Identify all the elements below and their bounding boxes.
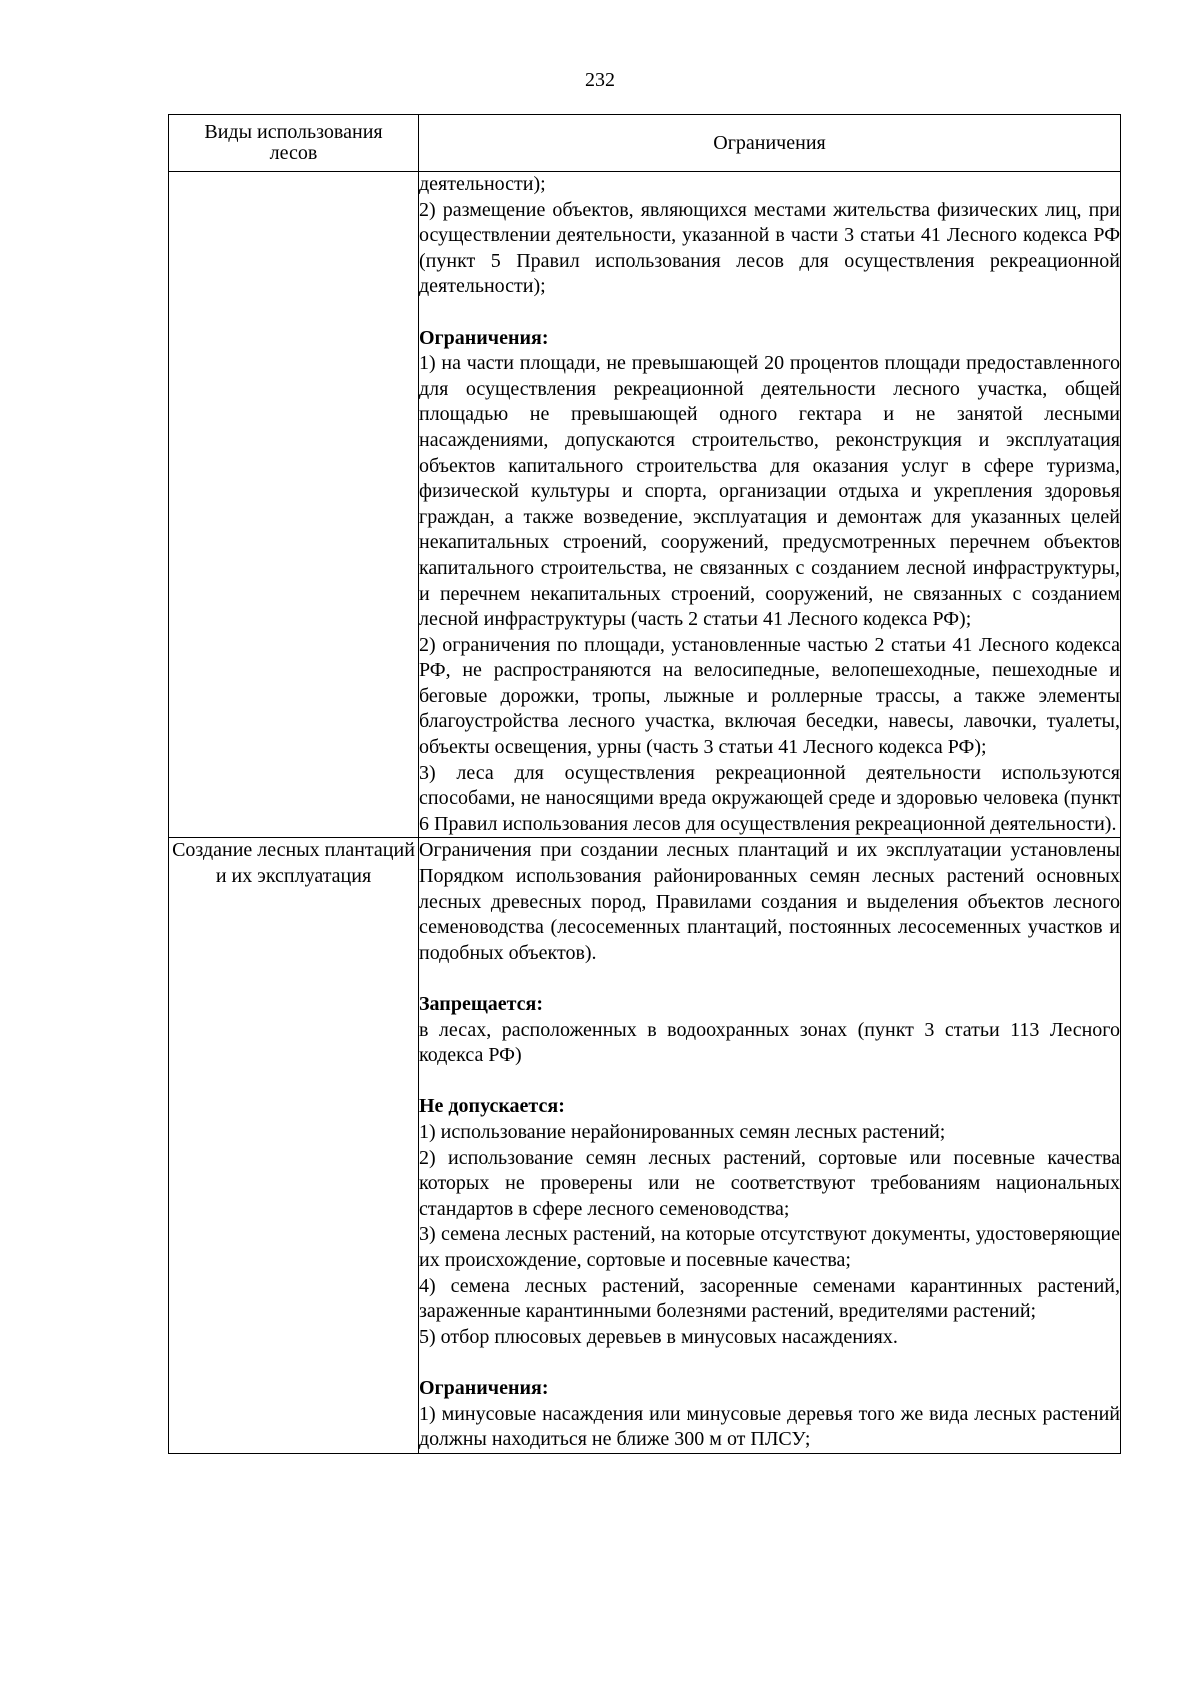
table-row <box>169 838 1121 1453</box>
section-heading-restrictions: Ограничения: <box>419 1376 549 1399</box>
forest-use-type-cell <box>169 172 419 838</box>
continuation-text: деятельности); <box>419 173 546 195</box>
forest-use-type-cell: Создание лесных плантаций и их эксплуатация <box>169 838 419 1453</box>
list-item: 1) минусовые насаждения или минусовые деревья того же вида лесных растений должны находиться не ближе 300 м от ПЛСУ; <box>419 1402 1120 1451</box>
list-item: 3) семена лесных растений, на которые отсутствуют документы, удостоверяющие их происхождение, сортовые и посевные качества; <box>419 1223 1120 1271</box>
section-heading-prohibited: Запрещается: <box>419 993 544 1015</box>
section-heading-restrictions: Ограничения: <box>419 326 549 349</box>
page-number: 232 <box>585 69 615 91</box>
restrictions-cell <box>419 172 1121 838</box>
list-item: 1) на части площади, не превышающей 20 процентов площади предоставленного для осуществления рекреационной деятельности лесного участка, общей площадью не превышающей одного гектара и не занятой лесными насаждениями, допускаются строительство, реконструкция и эксплуатация объектов капитального строительства для оказания услуг в сфере туризма, физической культуры и спорта, организации отдыха и укрепления здоровья граждан, а также возведение, эксплуатация и демонтаж для указанных целей некапитальных строений, сооружений, предусмотренных перечнем объектов капитального строительства, не связанных с созданием лесной инфраструктуры, и перечнем некапитальных строений, сооружений, не связанных с созданием лесной инфраструктуры (часть 2 статьи 41 Лесного кодекса РФ); <box>419 352 1120 631</box>
table-header-row <box>169 115 1121 172</box>
list-item: 4) семена лесных растений, засоренные семенами карантинных растений, зараженные карантинными болезнями растений, вредителями растений; <box>419 1274 1120 1323</box>
list-item: 5) отбор плюсовых деревьев в минусовых насаждениях. <box>419 1325 898 1348</box>
forest-use-restrictions-table <box>168 114 1121 1454</box>
column-header-forest-use-type: Виды использования лесов <box>169 115 419 172</box>
restrictions-cell <box>419 838 1121 1453</box>
list-item: 3) леса для осуществления рекреационной деятельности используются способами, не наносящими вреда окружающей среде и здоровью человека (пункт 6 Правил использования лесов для осуществления рекреационной деятельности). <box>419 761 1120 835</box>
list-item: 2) ограничения по площади, установленные частью 2 статьи 41 Лесного кодекса РФ, не распространяются на велосипедные, велопешеходные, пешеходные и беговые дорожки, тропы, лыжные и роллерные трассы, а также элементы благоустройства лесного участка, включая беседки, навесы, лавочки, туалеты, объекты освещения, урны (часть 3 статьи 41 Лесного кодекса РФ); <box>419 633 1120 759</box>
intro-text: Ограничения при создании лесных плантаций и их эксплуатации установлены Порядком использования районированных семян лесных растений основных лесных древесных пород, Правилами создания и выделения объектов лесного семеноводства (лесосеменных плантаций, постоянных лесосеменных участков и подобных объектов). <box>419 839 1120 964</box>
section-heading-not-allowed: Не допускается: <box>419 1095 565 1118</box>
list-item: 2) использование семян лесных растений, сортовые или посевные качества которых не проверены или не соответствуют требованиям национальных стандартов в сфере лесного семеноводства; <box>419 1146 1120 1220</box>
prohibited-text: в лесах, расположенных в водоохранных зонах (пункт 3 статьи 113 Лесного кодекса РФ) <box>419 1018 1120 1067</box>
table-row <box>169 172 1121 838</box>
column-header-restrictions: Ограничения <box>419 115 1121 172</box>
list-item: 1) использование нерайонированных семян лесных растений; <box>419 1120 946 1143</box>
continuation-text: 2) размещение объектов, являющихся местами жительства физических лиц, при осуществлении деятельности, указанной в части 3 статьи 41 Лесного кодекса РФ (пункт 5 Правил использования лесов для осуществления рекреационной деятельности); <box>419 198 1120 298</box>
